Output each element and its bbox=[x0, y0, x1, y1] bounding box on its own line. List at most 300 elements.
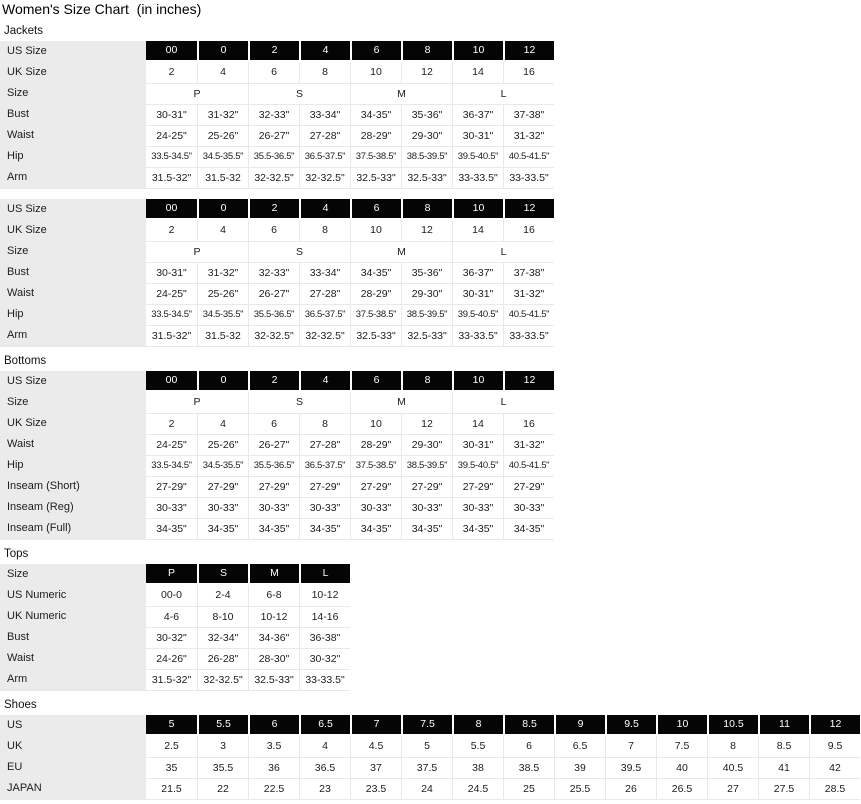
size-value-cell: 31-32" bbox=[503, 125, 554, 146]
size-value-cell: 30-33" bbox=[503, 497, 554, 518]
row-label: Bust bbox=[0, 262, 146, 283]
size-header-cell: 4 bbox=[299, 199, 350, 220]
table-row bbox=[0, 392, 554, 413]
table-row bbox=[0, 648, 350, 669]
table-row bbox=[0, 283, 554, 304]
size-value-cell: 37 bbox=[350, 757, 401, 778]
row-label: Waist bbox=[0, 283, 146, 304]
size-value-cell: 10 bbox=[350, 62, 401, 83]
size-value-cell: 34.5-35.5" bbox=[197, 455, 248, 476]
row-label: EU bbox=[0, 757, 146, 778]
row-label: Hip bbox=[0, 146, 146, 167]
size-header-cell: 00 bbox=[146, 371, 197, 392]
size-header-cell: 9 bbox=[554, 715, 605, 736]
table-row bbox=[0, 241, 554, 262]
size-value-cell: 16 bbox=[503, 220, 554, 241]
size-value-cell: 33-33.5" bbox=[299, 669, 350, 690]
size-value-cell: 37.5 bbox=[401, 757, 452, 778]
row-label: US Size bbox=[0, 199, 146, 220]
size-table bbox=[0, 715, 860, 800]
size-value-cell: 32.5-33" bbox=[248, 669, 299, 690]
size-value-cell: 41 bbox=[758, 757, 809, 778]
row-label: Hip bbox=[0, 455, 146, 476]
size-header-cell: M bbox=[248, 564, 299, 585]
size-value-cell: 22.5 bbox=[248, 778, 299, 799]
size-value-cell: 27-29" bbox=[146, 476, 197, 497]
size-value-cell: 40.5-41.5" bbox=[503, 146, 554, 167]
table-row bbox=[0, 62, 554, 83]
size-value-cell: 25 bbox=[503, 778, 554, 799]
row-label: US Size bbox=[0, 41, 146, 62]
row-label: Waist bbox=[0, 434, 146, 455]
size-value-cell: 38 bbox=[452, 757, 503, 778]
row-label: UK bbox=[0, 736, 146, 757]
size-header-cell: 10.5 bbox=[707, 715, 758, 736]
size-value-cell: 27-28" bbox=[299, 125, 350, 146]
size-header-cell: 10 bbox=[452, 41, 503, 62]
row-label: Inseam (Full) bbox=[0, 518, 146, 539]
size-value-cell: 36-38" bbox=[299, 627, 350, 648]
size-header-cell: 5 bbox=[146, 715, 197, 736]
size-value-cell: 30-31" bbox=[452, 125, 503, 146]
size-value-cell: 7 bbox=[605, 736, 656, 757]
size-value-cell: S bbox=[248, 392, 350, 413]
size-value-cell: L bbox=[452, 83, 554, 104]
size-value-cell: 39.5-40.5" bbox=[452, 146, 503, 167]
size-table bbox=[0, 564, 350, 691]
size-value-cell: 28-29" bbox=[350, 125, 401, 146]
jackets-tables bbox=[0, 41, 861, 347]
size-value-cell: 28-30" bbox=[248, 648, 299, 669]
size-value-cell: 34-35" bbox=[503, 518, 554, 539]
size-value-cell: 30-31" bbox=[146, 262, 197, 283]
size-value-cell: 34.5-35.5" bbox=[197, 304, 248, 325]
table-row bbox=[0, 146, 554, 167]
size-value-cell: 38.5-39.5" bbox=[401, 304, 452, 325]
size-value-cell: 28-29" bbox=[350, 283, 401, 304]
size-header-cell: 9.5 bbox=[605, 715, 656, 736]
size-value-cell: 3.5 bbox=[248, 736, 299, 757]
size-value-cell: 39.5 bbox=[605, 757, 656, 778]
table-row bbox=[0, 627, 350, 648]
size-value-cell: 31.5-32 bbox=[197, 325, 248, 346]
size-header-cell: 6 bbox=[350, 199, 401, 220]
size-value-cell: 36.5-37.5" bbox=[299, 455, 350, 476]
size-header-cell: 8 bbox=[401, 199, 452, 220]
size-value-cell: 31-32" bbox=[197, 262, 248, 283]
size-value-cell: P bbox=[146, 83, 248, 104]
size-header-cell: 6 bbox=[248, 715, 299, 736]
size-value-cell: 31-32" bbox=[503, 283, 554, 304]
table-row bbox=[0, 585, 350, 606]
section-jackets bbox=[0, 25, 861, 347]
size-table bbox=[0, 41, 554, 189]
row-label: Hip bbox=[0, 304, 146, 325]
size-value-cell: 37.5-38.5" bbox=[350, 304, 401, 325]
size-value-cell: 34-35" bbox=[350, 262, 401, 283]
size-value-cell: 32-32.5" bbox=[248, 167, 299, 188]
size-value-cell: 32.5-33" bbox=[401, 325, 452, 346]
size-value-cell: 30-33" bbox=[350, 497, 401, 518]
size-value-cell: 29-30" bbox=[401, 283, 452, 304]
size-value-cell: 34-35" bbox=[350, 104, 401, 125]
row-label: UK Size bbox=[0, 413, 146, 434]
size-value-cell: 34-35" bbox=[146, 518, 197, 539]
table-row bbox=[0, 736, 860, 757]
size-header-cell: 12 bbox=[503, 41, 554, 62]
table-row bbox=[0, 167, 554, 188]
size-value-cell: 39 bbox=[554, 757, 605, 778]
row-label: Inseam (Reg) bbox=[0, 497, 146, 518]
row-label: Waist bbox=[0, 648, 146, 669]
table-row bbox=[0, 41, 554, 62]
size-value-cell: 12 bbox=[401, 62, 452, 83]
bottoms-tables bbox=[0, 371, 861, 540]
size-value-cell: 40.5 bbox=[707, 757, 758, 778]
size-value-cell: 33-33.5" bbox=[452, 325, 503, 346]
size-value-cell: 29-30" bbox=[401, 125, 452, 146]
size-value-cell: 27-29" bbox=[299, 476, 350, 497]
size-value-cell: M bbox=[350, 392, 452, 413]
size-value-cell: 14 bbox=[452, 413, 503, 434]
size-value-cell: 37-38" bbox=[503, 262, 554, 283]
size-value-cell: 24-25" bbox=[146, 434, 197, 455]
size-value-cell: 2 bbox=[146, 62, 197, 83]
table-row bbox=[0, 778, 860, 799]
size-value-cell: 33.5-34.5" bbox=[146, 455, 197, 476]
size-value-cell: 31.5-32" bbox=[146, 325, 197, 346]
size-header-cell: 7 bbox=[350, 715, 401, 736]
row-label: Arm bbox=[0, 167, 146, 188]
row-label: Bust bbox=[0, 627, 146, 648]
size-table bbox=[0, 371, 554, 540]
size-value-cell: 31.5-32 bbox=[197, 167, 248, 188]
table-row bbox=[0, 455, 554, 476]
size-value-cell: 34-35" bbox=[401, 518, 452, 539]
size-value-cell: 32-32.5" bbox=[299, 325, 350, 346]
size-value-cell: 37.5-38.5" bbox=[350, 146, 401, 167]
size-header-cell: 0 bbox=[197, 41, 248, 62]
size-value-cell: 4 bbox=[197, 220, 248, 241]
size-header-cell: 6.5 bbox=[299, 715, 350, 736]
size-value-cell: 12 bbox=[401, 413, 452, 434]
size-header-cell: P bbox=[146, 564, 197, 585]
size-header-cell: 00 bbox=[146, 41, 197, 62]
size-value-cell: 31-32" bbox=[197, 104, 248, 125]
size-value-cell: 6-8 bbox=[248, 585, 299, 606]
section-shoes bbox=[0, 699, 861, 800]
size-value-cell: 34-36" bbox=[248, 627, 299, 648]
size-value-cell: 26.5 bbox=[656, 778, 707, 799]
size-value-cell: 9.5 bbox=[809, 736, 860, 757]
size-value-cell: 6 bbox=[503, 736, 554, 757]
size-value-cell: 33-33.5" bbox=[452, 167, 503, 188]
size-value-cell: L bbox=[452, 241, 554, 262]
size-value-cell: 27-29" bbox=[401, 476, 452, 497]
size-value-cell: 27.5 bbox=[758, 778, 809, 799]
table-row bbox=[0, 669, 350, 690]
size-header-cell: 11 bbox=[758, 715, 809, 736]
section-label-bottoms: Bottoms bbox=[4, 355, 47, 367]
table-row bbox=[0, 564, 350, 585]
size-header-cell: 0 bbox=[197, 371, 248, 392]
size-value-cell: 30-33" bbox=[146, 497, 197, 518]
size-value-cell: 33-33.5" bbox=[503, 325, 554, 346]
table-row bbox=[0, 606, 350, 627]
size-value-cell: 30-33" bbox=[299, 497, 350, 518]
size-value-cell: 16 bbox=[503, 62, 554, 83]
size-value-cell: 32-33" bbox=[248, 104, 299, 125]
size-value-cell: 30-33" bbox=[197, 497, 248, 518]
size-value-cell: 8 bbox=[299, 413, 350, 434]
size-value-cell: 34-35" bbox=[452, 518, 503, 539]
row-label: US bbox=[0, 715, 146, 736]
size-value-cell: 37.5-38.5" bbox=[350, 455, 401, 476]
size-header-cell: 8 bbox=[401, 41, 452, 62]
size-value-cell: 14-16 bbox=[299, 606, 350, 627]
size-value-cell: 27-29" bbox=[452, 476, 503, 497]
size-value-cell: 16 bbox=[503, 413, 554, 434]
size-value-cell: 27-29" bbox=[197, 476, 248, 497]
size-value-cell: P bbox=[146, 241, 248, 262]
size-header-cell: 8.5 bbox=[503, 715, 554, 736]
size-value-cell: 37-38" bbox=[503, 104, 554, 125]
size-value-cell: 31.5-32" bbox=[146, 167, 197, 188]
row-label: UK Numeric bbox=[0, 606, 146, 627]
size-value-cell: 28-29" bbox=[350, 434, 401, 455]
size-value-cell: 8 bbox=[707, 736, 758, 757]
section-label-jackets: Jackets bbox=[4, 25, 43, 37]
size-header-cell: 12 bbox=[503, 371, 554, 392]
size-value-cell: 35.5 bbox=[197, 757, 248, 778]
size-value-cell: 30-32" bbox=[146, 627, 197, 648]
table-row bbox=[0, 199, 554, 220]
row-label: US Size bbox=[0, 371, 146, 392]
size-value-cell: 5 bbox=[401, 736, 452, 757]
size-value-cell: 8 bbox=[299, 62, 350, 83]
table-row bbox=[0, 304, 554, 325]
size-value-cell: 36-37" bbox=[452, 104, 503, 125]
section-label-tops: Tops bbox=[4, 548, 29, 560]
size-value-cell: 36.5-37.5" bbox=[299, 146, 350, 167]
size-header-cell: 0 bbox=[197, 199, 248, 220]
size-header-cell: 10 bbox=[656, 715, 707, 736]
size-value-cell: 30-32" bbox=[299, 648, 350, 669]
size-value-cell: 21.5 bbox=[146, 778, 197, 799]
tops-tables bbox=[0, 564, 861, 691]
size-value-cell: 33.5-34.5" bbox=[146, 304, 197, 325]
row-label: Size bbox=[0, 241, 146, 262]
size-value-cell: 32-32.5" bbox=[197, 669, 248, 690]
size-value-cell: 25-26" bbox=[197, 125, 248, 146]
size-header-cell: 2 bbox=[248, 199, 299, 220]
size-table bbox=[0, 199, 554, 347]
size-value-cell: 24-25" bbox=[146, 125, 197, 146]
size-value-cell: 28.5 bbox=[809, 778, 860, 799]
size-value-cell: 26 bbox=[605, 778, 656, 799]
size-value-cell: 32-32.5" bbox=[248, 325, 299, 346]
size-value-cell: 35 bbox=[146, 757, 197, 778]
size-value-cell: 26-28" bbox=[197, 648, 248, 669]
size-value-cell: 6 bbox=[248, 220, 299, 241]
table-row bbox=[0, 757, 860, 778]
size-value-cell: 32-32.5" bbox=[299, 167, 350, 188]
section-label-shoes: Shoes bbox=[4, 699, 37, 711]
size-value-cell: 27-28" bbox=[299, 283, 350, 304]
size-value-cell: 3 bbox=[197, 736, 248, 757]
size-value-cell: 30-33" bbox=[452, 497, 503, 518]
size-value-cell: 40 bbox=[656, 757, 707, 778]
size-value-cell: 40.5-41.5" bbox=[503, 304, 554, 325]
size-value-cell: 6.5 bbox=[554, 736, 605, 757]
size-value-cell: 34-35" bbox=[350, 518, 401, 539]
size-header-cell: 4 bbox=[299, 41, 350, 62]
size-header-cell: S bbox=[197, 564, 248, 585]
size-value-cell: 12 bbox=[401, 220, 452, 241]
size-value-cell: 8.5 bbox=[758, 736, 809, 757]
size-value-cell: 2-4 bbox=[197, 585, 248, 606]
row-label: UK Size bbox=[0, 62, 146, 83]
row-label: Size bbox=[0, 83, 146, 104]
size-header-cell: 7.5 bbox=[401, 715, 452, 736]
size-value-cell: 32.5-33" bbox=[350, 167, 401, 188]
row-label: Arm bbox=[0, 669, 146, 690]
row-label: Inseam (Short) bbox=[0, 476, 146, 497]
size-value-cell: 4 bbox=[197, 62, 248, 83]
row-label: JAPAN bbox=[0, 778, 146, 799]
size-value-cell: 4 bbox=[299, 736, 350, 757]
size-value-cell: 31.5-32" bbox=[146, 669, 197, 690]
size-value-cell: 25-26" bbox=[197, 283, 248, 304]
size-value-cell: 24-25" bbox=[146, 283, 197, 304]
size-header-cell: 4 bbox=[299, 371, 350, 392]
size-value-cell: 4 bbox=[197, 413, 248, 434]
size-value-cell: 2 bbox=[146, 413, 197, 434]
size-value-cell: 7.5 bbox=[656, 736, 707, 757]
size-value-cell: 14 bbox=[452, 62, 503, 83]
size-value-cell: 32.5-33" bbox=[401, 167, 452, 188]
table-row bbox=[0, 371, 554, 392]
size-value-cell: 30-33" bbox=[401, 497, 452, 518]
size-value-cell: 35.5-36.5" bbox=[248, 304, 299, 325]
size-value-cell: 2 bbox=[146, 220, 197, 241]
size-header-cell: 6 bbox=[350, 371, 401, 392]
size-value-cell: 35-36" bbox=[401, 104, 452, 125]
size-value-cell: 26-27" bbox=[248, 434, 299, 455]
size-value-cell: 31-32" bbox=[503, 434, 554, 455]
size-value-cell: 24 bbox=[401, 778, 452, 799]
size-value-cell: 35-36" bbox=[401, 262, 452, 283]
size-value-cell: 30-31" bbox=[146, 104, 197, 125]
page-title: Women's Size Chart (in inches) bbox=[2, 1, 202, 17]
table-row bbox=[0, 83, 554, 104]
size-value-cell: 14 bbox=[452, 220, 503, 241]
size-value-cell: 27-29" bbox=[248, 476, 299, 497]
size-value-cell: 38.5-39.5" bbox=[401, 455, 452, 476]
size-value-cell: 6 bbox=[248, 413, 299, 434]
size-value-cell: 27-29" bbox=[503, 476, 554, 497]
size-value-cell: 34-35" bbox=[299, 518, 350, 539]
size-value-cell: 4.5 bbox=[350, 736, 401, 757]
size-value-cell: 30-31" bbox=[452, 434, 503, 455]
size-value-cell: 8-10 bbox=[197, 606, 248, 627]
size-value-cell: 23.5 bbox=[350, 778, 401, 799]
size-value-cell: 10-12 bbox=[248, 606, 299, 627]
size-value-cell: 38.5-39.5" bbox=[401, 146, 452, 167]
size-value-cell: 35.5-36.5" bbox=[248, 146, 299, 167]
size-value-cell: L bbox=[452, 392, 554, 413]
row-label: Size bbox=[0, 392, 146, 413]
row-label: Waist bbox=[0, 125, 146, 146]
size-value-cell: 29-30" bbox=[401, 434, 452, 455]
table-row bbox=[0, 715, 860, 736]
size-value-cell: 26-27" bbox=[248, 283, 299, 304]
size-header-cell: 5.5 bbox=[197, 715, 248, 736]
size-value-cell: 2.5 bbox=[146, 736, 197, 757]
size-value-cell: 10-12 bbox=[299, 585, 350, 606]
size-value-cell: 24-26" bbox=[146, 648, 197, 669]
size-header-cell: 8 bbox=[401, 371, 452, 392]
size-value-cell: 36 bbox=[248, 757, 299, 778]
size-value-cell: 25-26" bbox=[197, 434, 248, 455]
size-value-cell: 00-0 bbox=[146, 585, 197, 606]
size-value-cell: 35.5-36.5" bbox=[248, 455, 299, 476]
size-value-cell: 34-35" bbox=[197, 518, 248, 539]
row-label: US Numeric bbox=[0, 585, 146, 606]
size-value-cell: 30-31" bbox=[452, 283, 503, 304]
size-header-cell: 00 bbox=[146, 199, 197, 220]
section-bottoms bbox=[0, 355, 861, 540]
size-value-cell: 32.5-33" bbox=[350, 325, 401, 346]
size-value-cell: 36.5 bbox=[299, 757, 350, 778]
table-row bbox=[0, 220, 554, 241]
size-value-cell: 27-29" bbox=[350, 476, 401, 497]
table-row bbox=[0, 104, 554, 125]
size-header-cell: 12 bbox=[503, 199, 554, 220]
size-value-cell: 32-33" bbox=[248, 262, 299, 283]
table-row bbox=[0, 125, 554, 146]
size-value-cell: 33.5-34.5" bbox=[146, 146, 197, 167]
size-value-cell: 6 bbox=[248, 62, 299, 83]
size-value-cell: M bbox=[350, 241, 452, 262]
size-value-cell: S bbox=[248, 83, 350, 104]
size-value-cell: 26-27" bbox=[248, 125, 299, 146]
size-header-cell: 2 bbox=[248, 371, 299, 392]
size-value-cell: 34-35" bbox=[248, 518, 299, 539]
size-value-cell: 33-34" bbox=[299, 262, 350, 283]
size-value-cell: P bbox=[146, 392, 248, 413]
size-header-cell: 10 bbox=[452, 371, 503, 392]
table-row bbox=[0, 262, 554, 283]
size-value-cell: 33-34" bbox=[299, 104, 350, 125]
size-header-cell: L bbox=[299, 564, 350, 585]
size-header-cell: 12 bbox=[809, 715, 860, 736]
section-tops bbox=[0, 548, 861, 691]
size-value-cell: 42 bbox=[809, 757, 860, 778]
size-value-cell: S bbox=[248, 241, 350, 262]
table-row bbox=[0, 413, 554, 434]
table-row bbox=[0, 434, 554, 455]
row-label: Size bbox=[0, 564, 146, 585]
size-value-cell: 27-28" bbox=[299, 434, 350, 455]
size-value-cell: 23 bbox=[299, 778, 350, 799]
size-value-cell: 24.5 bbox=[452, 778, 503, 799]
size-value-cell: 4-6 bbox=[146, 606, 197, 627]
size-value-cell: 30-33" bbox=[248, 497, 299, 518]
size-value-cell: 38.5 bbox=[503, 757, 554, 778]
row-label: Bust bbox=[0, 104, 146, 125]
table-row bbox=[0, 518, 554, 539]
